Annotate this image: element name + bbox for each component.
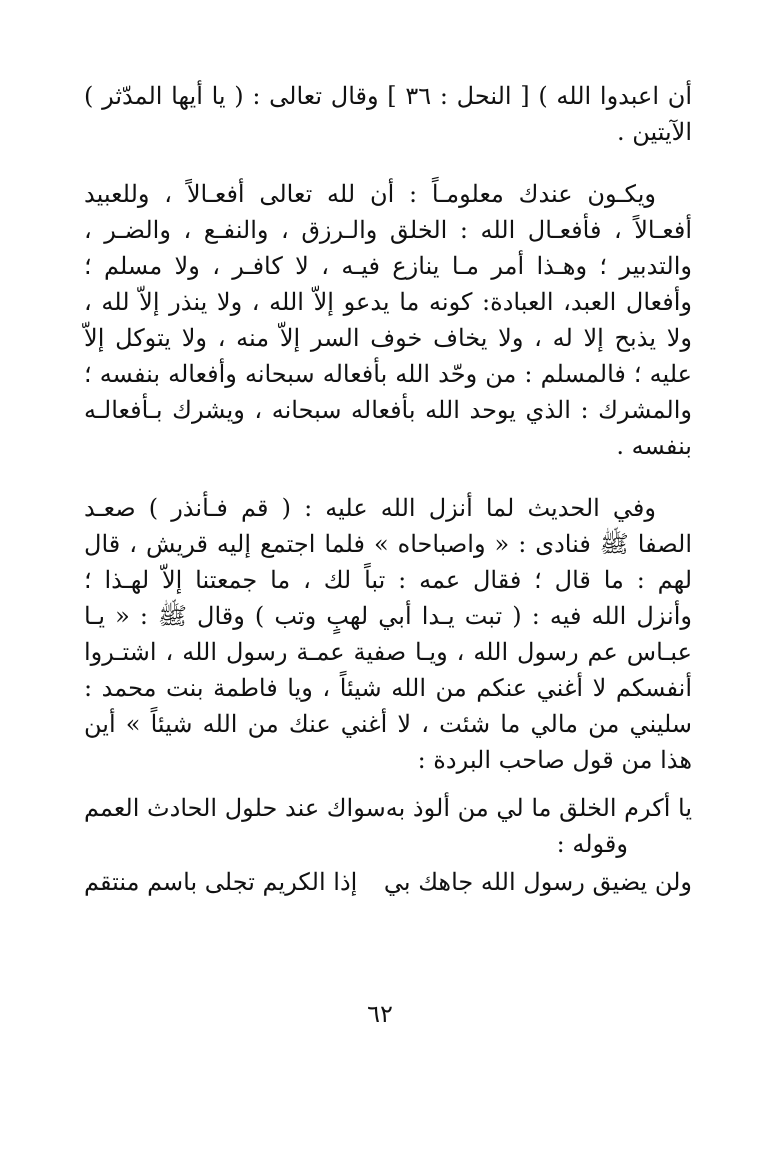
text-line: عليه ؛ فالمسلم : من وحّد الله بأفعاله سبحانه وأفعاله بنفسه ؛: [84, 360, 692, 388]
text-line: وفي الحديث لما أنزل الله عليه : ( قم فـأنذر ) صعـد: [84, 494, 656, 522]
text-line: هذا من قول صاحب البردة :: [417, 746, 692, 774]
page-number: ٦٢: [367, 1000, 393, 1028]
text-line: أن اعبدوا الله ) [ النحل : ٣٦ ] وقال تعالى : ( يا أيها المدّثر ): [84, 82, 693, 110]
text-line: بنفسه .: [616, 432, 692, 460]
verse-second-hemistich: سواك عند حلول الحادث العمم: [84, 794, 386, 822]
text-line: الآيتين .: [616, 118, 692, 146]
text-line: والمشرك : الذي يوحد الله بأفعاله سبحانه ، ويشرك بـأفعالـه: [84, 396, 692, 424]
text-line: سليني من مالي ما شئت ، لا أغني عنك من الله شيئاً » أين: [84, 710, 692, 738]
verse-first-hemistich: ولن يضيق رسول الله جاهك بي: [383, 868, 692, 896]
paragraph-3: [84, 490, 692, 778]
text-line: وأنزل الله فيه : ( تبت يـدا أبي لهبٍ وتب ) وقال ﷺ : « يـا: [84, 602, 692, 630]
verse-1: [84, 790, 692, 826]
text-line: أفعـالاً ، فأفعـال الله : الخلق والـرزق ، والنفـع ، والضـر ،: [84, 216, 692, 244]
text-line: لهم : ما قال ؛ فقال عمه : تباً لك ، ما جمعتنا إلاّ لهـذا ؛: [84, 566, 692, 594]
page-body: [84, 78, 692, 900]
text-line: الصفا ﷺ فنادى : « واصباحاه » فلما اجتمع إليه قريش ، قال: [84, 530, 692, 558]
text-line: ويكـون عندك معلومـاً : أن لله تعالى أفعـالاً ، وللعبيد: [84, 180, 656, 208]
text-line: عبـاس عم رسول الله ، ويـا صفية عمـة رسول الله ، اشتـروا: [84, 638, 692, 666]
paragraph-1: [84, 78, 692, 150]
text-line: ولا يذبح إلا له ، ولا يخاف خوف السر إلاّ منه ، ولا يتوكل إلاّ: [84, 324, 692, 352]
verse-intro: وقوله :: [556, 830, 628, 858]
verse-first-hemistich: يا أكرم الخلق ما لي من ألوذ به: [385, 794, 692, 822]
verse-second-hemistich: إذا الكريم تجلى باسم منتقم: [84, 868, 358, 896]
verse-2: [84, 864, 692, 900]
text-line: والتدبير ؛ وهـذا أمر مـا ينازع فيـه ، لا كافـر ، ولا مسلم ؛: [84, 252, 692, 280]
paragraph-2: [84, 176, 692, 464]
text-line: أنفسكم لا أغني عنكم من الله شيئاً ، ويا فاطمة بنت محمد :: [84, 674, 692, 702]
text-line: وأفعال العبد، العبادة: كونه ما يدعو إلاّ الله ، ولا ينذر إلاّ لله ،: [84, 288, 692, 316]
